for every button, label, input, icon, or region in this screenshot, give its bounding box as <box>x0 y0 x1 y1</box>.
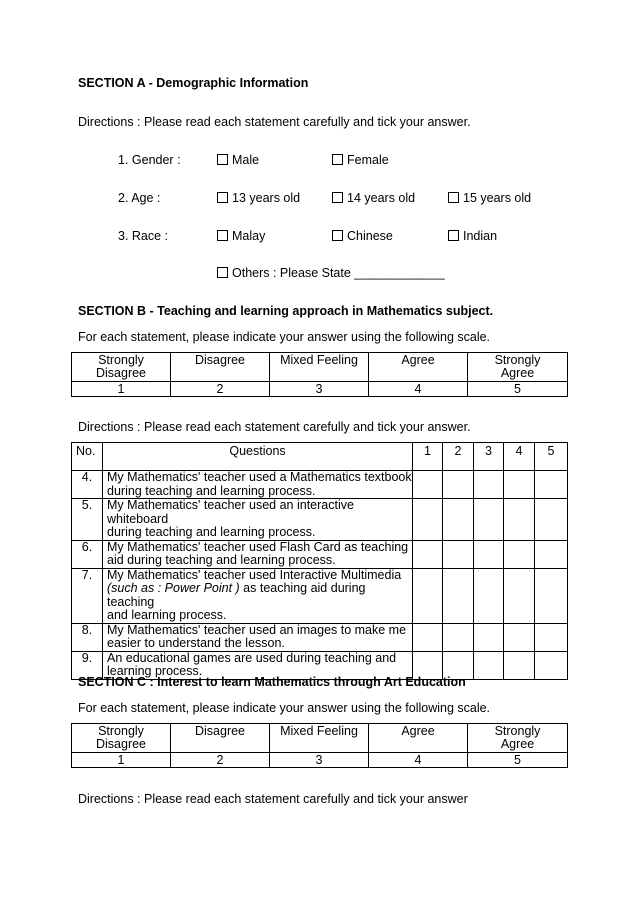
answer-cell-4[interactable] <box>504 651 535 679</box>
scale-label: Mixed Feeling <box>270 724 369 753</box>
answer-cell-5[interactable] <box>535 651 568 679</box>
section-b-title: SECTION B - Teaching and learning approach in Mathematics subject. <box>78 304 494 318</box>
section-a-directions: Directions : Please read each statement carefully and tick your answer. <box>78 115 471 129</box>
scale-value: 5 <box>468 753 568 768</box>
answer-cell-3[interactable] <box>474 568 504 623</box>
race-option-chinese[interactable]: Chinese <box>332 229 393 243</box>
row-number: 6. <box>72 540 103 568</box>
age-option-13[interactable]: 13 years old <box>217 191 300 205</box>
scale-label: Agree <box>369 353 468 382</box>
question-text: My Mathematics' teacher used Flash Card as teaching aid during teaching and learning process. <box>103 540 413 568</box>
scale-label: Strongly Agree <box>468 353 568 382</box>
scale-value: 2 <box>171 382 270 397</box>
header-2: 2 <box>443 443 474 471</box>
answer-cell-3[interactable] <box>474 499 504 541</box>
gender-option-female[interactable]: Female <box>332 153 389 167</box>
checkbox-icon[interactable] <box>332 192 343 203</box>
answer-cell-1[interactable] <box>413 540 443 568</box>
question-text: My Mathematics' teacher used an interactive whiteboard during teaching and learning process. <box>103 499 413 541</box>
section-b-directions: Directions : Please read each statement carefully and tick your answer. <box>78 420 471 434</box>
header-3: 3 <box>474 443 504 471</box>
answer-cell-4[interactable] <box>504 471 535 499</box>
answer-cell-2[interactable] <box>443 499 474 541</box>
answer-cell-3[interactable] <box>474 471 504 499</box>
age-label: 2. Age : <box>118 191 161 205</box>
answer-cell-5[interactable] <box>535 568 568 623</box>
section-b-scale-table <box>71 352 568 397</box>
question-text: My Mathematics' teacher used a Mathematics textbook during teaching and learning process. <box>103 471 413 499</box>
scale-value: 3 <box>270 382 369 397</box>
scale-value: 4 <box>369 753 468 768</box>
scale-label: Disagree <box>171 724 270 753</box>
question-text: My Mathematics' teacher used an images to make me easier to understand the lesson. <box>103 623 413 651</box>
section-c-scale-intro: For each statement, please indicate your answer using the following scale. <box>78 701 491 715</box>
scale-label: Agree <box>369 724 468 753</box>
race-option-indian[interactable]: Indian <box>448 229 497 243</box>
scale-label: Strongly Disagree <box>72 724 171 753</box>
section-c-directions: Directions : Please read each statement carefully and tick your answer <box>78 792 468 806</box>
questions-table <box>71 442 568 680</box>
checkbox-icon[interactable] <box>217 154 228 165</box>
row-number: 4. <box>72 471 103 499</box>
scale-label: Strongly Agree <box>468 724 568 753</box>
checkbox-icon[interactable] <box>217 267 228 278</box>
answer-cell-2[interactable] <box>443 623 474 651</box>
section-c-scale-table <box>71 723 568 768</box>
answer-cell-2[interactable] <box>443 568 474 623</box>
answer-cell-3[interactable] <box>474 540 504 568</box>
age-option-15[interactable]: 15 years old <box>448 191 531 205</box>
section-c-title: SECTION C : Interest to learn Mathematics through Art Education <box>78 675 466 689</box>
row-number: 9. <box>72 651 103 679</box>
table-row <box>72 623 568 651</box>
header-1: 1 <box>413 443 443 471</box>
table-row <box>72 499 568 541</box>
answer-cell-2[interactable] <box>443 471 474 499</box>
answer-cell-1[interactable] <box>413 471 443 499</box>
scale-label: Disagree <box>171 353 270 382</box>
checkbox-icon[interactable] <box>448 192 459 203</box>
gender-option-male[interactable]: Male <box>217 153 259 167</box>
header-5: 5 <box>535 443 568 471</box>
answer-cell-4[interactable] <box>504 568 535 623</box>
answer-cell-1[interactable] <box>413 499 443 541</box>
question-text: An educational games are used during teaching and learning process. <box>103 651 413 679</box>
answer-cell-3[interactable] <box>474 651 504 679</box>
answer-cell-4[interactable] <box>504 540 535 568</box>
header-4: 4 <box>504 443 535 471</box>
scale-value: 4 <box>369 382 468 397</box>
checkbox-icon[interactable] <box>332 154 343 165</box>
scale-label: Mixed Feeling <box>270 353 369 382</box>
answer-cell-1[interactable] <box>413 623 443 651</box>
race-option-others[interactable]: Others : Please State _____________ <box>217 266 445 280</box>
checkbox-icon[interactable] <box>217 230 228 241</box>
row-number: 5. <box>72 499 103 541</box>
race-option-malay[interactable]: Malay <box>217 229 265 243</box>
gender-label: 1. Gender : <box>118 153 181 167</box>
scale-value: 1 <box>72 753 171 768</box>
question-text: My Mathematics' teacher used Interactive Multimedia (such as : Power Point ) as teaching aid during teaching and learning process. <box>103 568 413 623</box>
answer-cell-4[interactable] <box>504 499 535 541</box>
section-b-scale-intro: For each statement, please indicate your answer using the following scale. <box>78 330 491 344</box>
answer-cell-5[interactable] <box>535 499 568 541</box>
row-number: 7. <box>72 568 103 623</box>
checkbox-icon[interactable] <box>217 192 228 203</box>
header-no: No. <box>72 443 103 471</box>
table-row <box>72 540 568 568</box>
section-a-title: SECTION A - Demographic Information <box>78 76 309 90</box>
answer-cell-5[interactable] <box>535 471 568 499</box>
answer-cell-4[interactable] <box>504 623 535 651</box>
race-label: 3. Race : <box>118 229 169 243</box>
answer-cell-5[interactable] <box>535 623 568 651</box>
checkbox-icon[interactable] <box>448 230 459 241</box>
table-row <box>72 568 568 623</box>
scale-value: 1 <box>72 382 171 397</box>
answer-cell-3[interactable] <box>474 623 504 651</box>
scale-value: 5 <box>468 382 568 397</box>
row-number: 8. <box>72 623 103 651</box>
scale-label: Strongly Disagree <box>72 353 171 382</box>
scale-value: 2 <box>171 753 270 768</box>
table-row <box>72 471 568 499</box>
header-questions: Questions <box>103 443 413 471</box>
scale-value: 3 <box>270 753 369 768</box>
answer-cell-2[interactable] <box>443 540 474 568</box>
answer-cell-5[interactable] <box>535 540 568 568</box>
checkbox-icon[interactable] <box>332 230 343 241</box>
answer-cell-1[interactable] <box>413 568 443 623</box>
age-option-14[interactable]: 14 years old <box>332 191 415 205</box>
